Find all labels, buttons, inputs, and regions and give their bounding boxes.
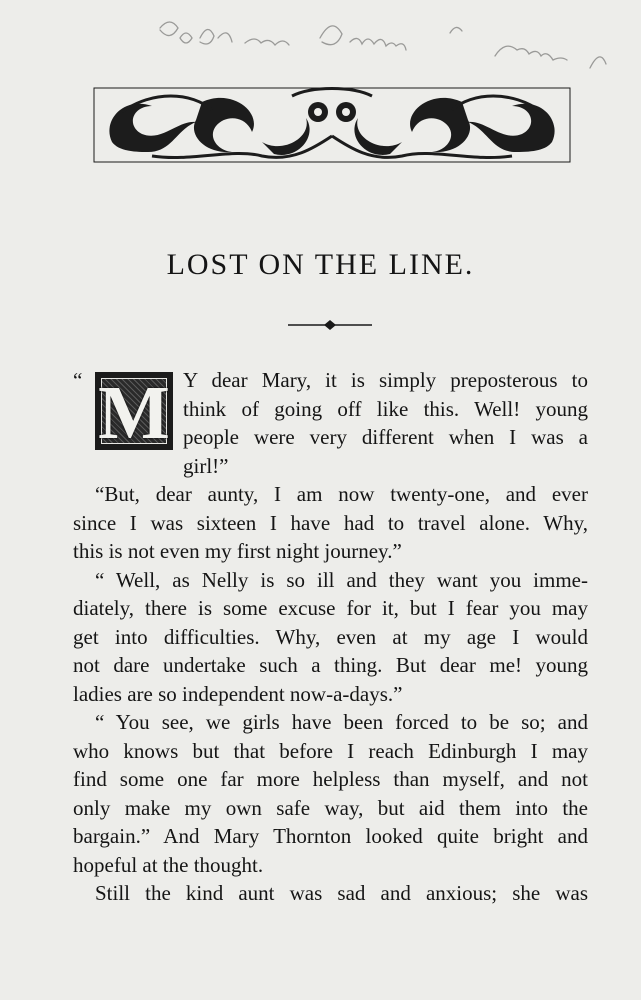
- handwritten-inscription: [150, 8, 640, 78]
- drop-cap-letter: M: [98, 371, 170, 455]
- chapter-title: LOST ON THE LINE.: [166, 248, 475, 281]
- text-line: “But, dear aunty, I am now twenty-one, and ever: [95, 482, 588, 506]
- text-line: bargain.” And Mary Thornton looked quite bright and: [73, 824, 588, 848]
- text-line: Y dear Mary, it is simply preposterous to: [183, 368, 588, 392]
- text-line: people were very different when I was a: [183, 425, 588, 449]
- ornamental-headpiece: [92, 82, 572, 168]
- text-line: think of going off like this. Well! young: [183, 396, 588, 421]
- text-line: this is not even my first night journey.”: [73, 539, 402, 563]
- drop-cap-initial: [95, 371, 173, 455]
- chapter-body: [73, 366, 588, 908]
- text-line: girl!”: [183, 453, 229, 478]
- text-line: only make my own safe way, but aid them into the: [73, 795, 588, 820]
- text-line: find some one far more helpless than myself, and not: [73, 767, 588, 791]
- text-line: not dare undertake such a thing. But dear me! young: [73, 653, 588, 677]
- text-line: get into difficulties. Why, even at my age I would: [73, 624, 588, 649]
- text-line: who knows but that before I reach Edinburgh I may: [73, 738, 588, 763]
- title-ornament-rule: [288, 318, 372, 332]
- text-line: hopeful at the thought.: [73, 852, 264, 877]
- handwritten-text: "Goff" for "Guardian" Jan'b: [150, 69, 173, 71]
- text-line: “ Well, as Nelly is so ill and they want you imme-: [95, 567, 588, 592]
- text-line: ladies are so independent now-a-days.”: [73, 681, 403, 706]
- text-line: diately, there is some excuse for it, but I fear you may: [73, 596, 588, 620]
- text-line: since I was sixteen I have had to travel alone. Why,: [73, 510, 588, 535]
- text-line: “ You see, we girls have been forced to be so; and: [95, 710, 588, 734]
- opening-quote-mark: “: [73, 368, 83, 392]
- text-line: Still the kind aunt was sad and anxious; she was: [95, 881, 588, 905]
